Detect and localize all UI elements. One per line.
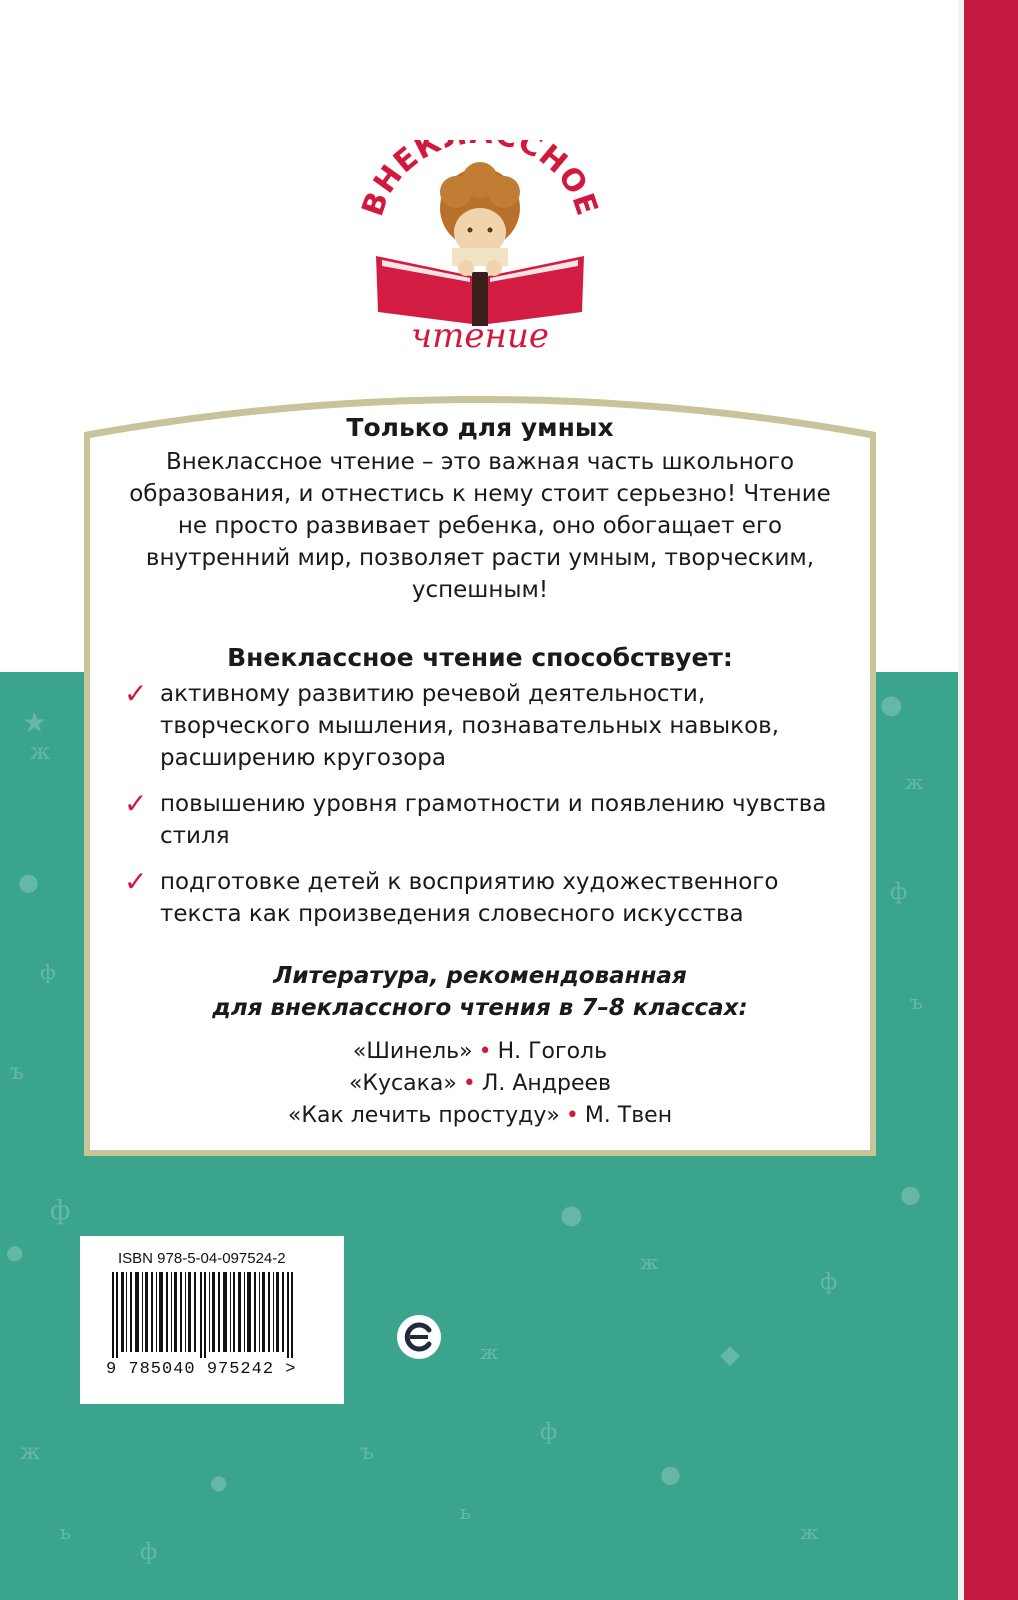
spine-stripe xyxy=(964,0,1018,1600)
isbn-label: ISBN 978-5-04-097524-2 xyxy=(118,1250,286,1267)
info-panel xyxy=(88,412,872,1132)
panel-intro: Внеклассное чтение – это важная часть школьного образования, и отнестись к нему стоит серьезно! Чтение не просто развивает ребенка, оно обогащает его внутренний мир, позволяет расти умным, творческим, успешным! xyxy=(129,449,831,603)
benefits-heading: Внеклассное чтение способствует: xyxy=(227,643,733,672)
recommended-line: для внеклассного чтения в 7–8 классах: xyxy=(212,995,748,1021)
bullet-icon: • xyxy=(565,1103,579,1128)
book-back-cover: ★ ж ● ф ъ ф ● ж ь ● ж ф ъ ● ф ж ◆ ф ь ● ж ъ ● ф ● ж НЕК СНО чтение Только для умных Внеклассное чтение – это важная часть школьного образования, и отнестись к нему стоит серьезно! Чтение не просто развивает ребенка, оно обогащает его внутренний мир, позволяет расти умным, творческим, успешным! Внеклассное чтение способствует: ✓ активному развитию речевой деятельности, творческого мышления, познавательных навыков, расширению кругозора ✓ повышению уровня грамотности и появлению чувства стиля ✓ подготовке детей к восприятию художественного текста как произведения словесного искусства Литература, рекомендованная для внеклассного чтения в 7–8 классах: «Шинель» • Н. Гоголь «Кусака» • Л. Андреев «Как лечить простуду» • М. Твен ISBN 978-5-04-097524-2 9 785040 975242 > xyxy=(0,0,1018,1600)
series-title-arc: НЕК СНО xyxy=(366,140,595,202)
bullet-icon: • xyxy=(478,1039,492,1064)
list-item xyxy=(124,788,836,852)
bullet-icon: • xyxy=(462,1071,476,1096)
isbn-barcode xyxy=(80,1236,344,1404)
book-item xyxy=(88,1068,872,1100)
book-title: «Шинель» xyxy=(352,1039,473,1064)
book-author: Л. Андреев xyxy=(481,1071,612,1096)
book-title: «Кусака» xyxy=(348,1071,457,1096)
book-title: «Как лечить простуду» xyxy=(287,1103,560,1128)
series-logo xyxy=(360,140,600,370)
book-author: М. Твен xyxy=(584,1103,673,1128)
barcode-icon xyxy=(112,1272,312,1358)
recommended-line: Литература, рекомендованная xyxy=(273,963,687,989)
recommended-heading xyxy=(88,960,872,1024)
benefits-list xyxy=(124,678,836,930)
book-item xyxy=(88,1036,872,1068)
check-mark-icon: ✓ xyxy=(124,865,148,898)
barcode-digits: 9 785040 975242 > xyxy=(106,1360,297,1379)
publisher-logo-icon xyxy=(396,1314,442,1360)
series-subtitle: чтение xyxy=(411,316,549,356)
book-item xyxy=(88,1100,872,1132)
benefit-text: активному развитию речевой деятельности, творческого мышления, познавательных навыков, расширению кругозора xyxy=(160,681,780,771)
check-mark-icon: ✓ xyxy=(124,787,148,820)
panel-heading: Только для умных xyxy=(346,413,614,442)
list-item xyxy=(124,866,836,930)
list-item xyxy=(124,678,836,774)
book-list xyxy=(88,1036,872,1132)
benefit-text: повышению уровня грамотности и появлению чувства стиля xyxy=(160,791,827,849)
benefit-text: подготовке детей к восприятию художественного текста как произведения словесного искусства xyxy=(160,869,779,927)
book-author: Н. Гоголь xyxy=(497,1039,608,1064)
check-mark-icon: ✓ xyxy=(124,677,148,710)
